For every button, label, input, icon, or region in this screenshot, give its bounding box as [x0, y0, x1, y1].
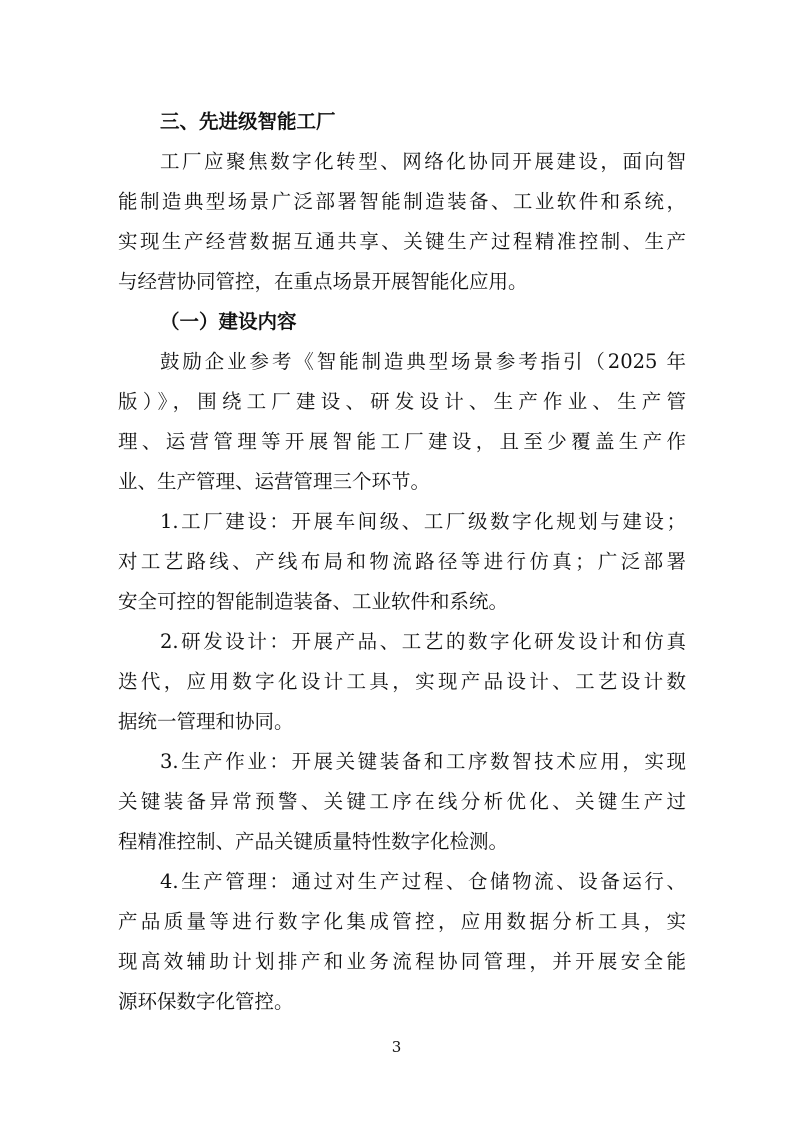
para1-line-3: 理、运营管理等开展智能工厂建设，且至少覆盖生产作	[118, 430, 686, 453]
item4-line-2: 产品质量等进行数字化集成管控，应用数据分析工具，实	[118, 910, 686, 933]
item1-line-2: 对工艺路线、产线布局和物流路径等进行仿真；广泛部署	[118, 550, 686, 573]
item4-line-3: 现高效辅助计划排产和业务流程协同管理，并开展安全能	[118, 950, 686, 973]
para1-line-1: 鼓励企业参考《智能制造典型场景参考指引（2025 年	[160, 350, 686, 373]
intro-line-2: 能制造典型场景广泛部署智能制造装备、工业软件和系统，	[118, 190, 686, 213]
subsection-heading: （一）建设内容	[160, 310, 297, 333]
item2-line-3: 据统一管理和协同。	[118, 710, 294, 733]
section-heading: 三、先进级智能工厂	[160, 110, 336, 133]
intro-line-4: 与经营协同管控，在重点场景开展智能化应用。	[118, 270, 528, 293]
page-number: 3	[391, 1038, 402, 1056]
item3-line-2: 关键装备异常预警、关键工序在线分析优化、关键生产过	[118, 790, 686, 813]
intro-line-3: 实现生产经营数据互通共享、关键生产过程精准控制、生产	[118, 230, 686, 253]
para1-line-4: 业、生产管理、运营管理三个环节。	[118, 470, 431, 493]
item4-line-4: 源环保数字化管控。	[118, 990, 294, 1013]
item3-line-1: 3.生产作业：开展关键装备和工序数智技术应用，实现	[160, 750, 686, 773]
item1-line-1: 1.工厂建设：开展车间级、工厂级数字化规划与建设；	[160, 510, 686, 533]
item2-line-1: 2.研发设计：开展产品、工艺的数字化研发设计和仿真	[160, 630, 686, 653]
item1-line-3: 安全可控的智能制造装备、工业软件和系统。	[118, 590, 509, 613]
intro-line-1: 工厂应聚焦数字化转型、网络化协同开展建设，面向智	[160, 150, 686, 173]
item2-line-2: 迭代，应用数字化设计工具，实现产品设计、工艺设计数	[118, 670, 686, 693]
item3-line-3: 程精准控制、产品关键质量特性数字化检测。	[118, 830, 509, 853]
para1-line-2: 版）》，围绕工厂建设、研发设计、生产作业、生产管	[118, 390, 686, 413]
item4-line-1: 4.生产管理：通过对生产过程、仓储物流、设备运行、	[160, 870, 686, 893]
